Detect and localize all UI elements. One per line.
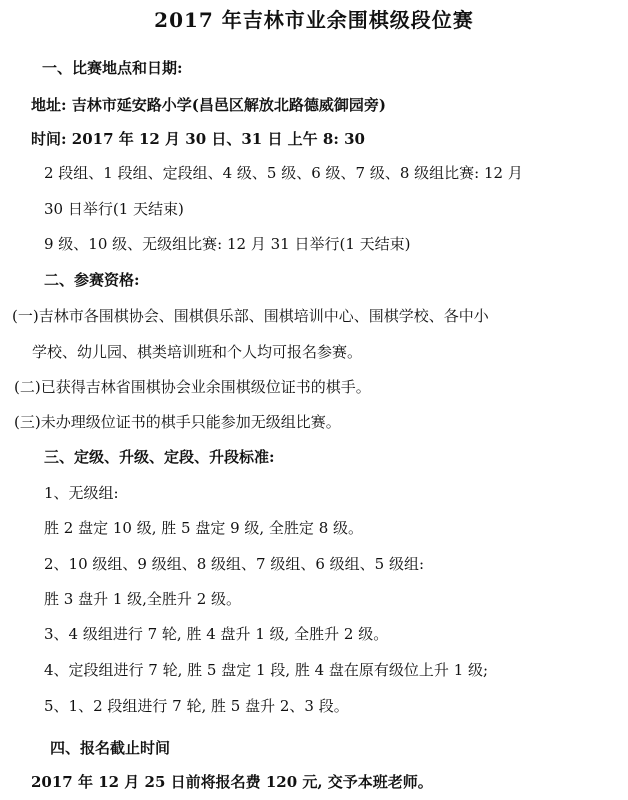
rule-2-title: 2、10 级组、9 级组、8 级组、7 级组、6 级组、5 级组: — [44, 555, 425, 573]
groups-schedule-1-line-2: 30 日举行(1 天结束) — [44, 200, 184, 218]
rule-1-detail: 胜 2 盘定 10 级, 胜 5 盘定 9 级, 全胜定 8 级。 — [44, 519, 364, 537]
section-2-heading: 二、参赛资格: — [44, 271, 140, 289]
eligibility-item-2: (二)已获得吉林省围棋协会业余围棋级位证书的棋手。 — [14, 378, 371, 396]
eligibility-item-3: (三)未办理级位证书的棋手只能参加无级组比赛。 — [14, 413, 341, 431]
rule-1-title: 1、无级组: — [44, 484, 119, 502]
rule-4: 4、定段组进行 7 轮, 胜 5 盘定 1 段, 胜 4 盘在原有级位上升 1 级; — [44, 661, 489, 679]
section-4-heading: 四、报名截止时间 — [50, 739, 171, 757]
groups-schedule-2: 9 级、10 级、无级组比赛: 12 月 31 日举行(1 天结束) — [44, 235, 411, 253]
registration-deadline: 2017 年 12 月 25 日前将报名费 120 元, 交予本班老师。 — [31, 773, 433, 791]
rule-2-detail: 胜 3 盘升 1 级,全胜升 2 级。 — [44, 590, 242, 608]
eligibility-item-1-line-1: (一)吉林市各围棋协会、围棋俱乐部、围棋培训中心、围棋学校、各中小 — [12, 307, 489, 325]
event-time: 时间: 2017 年 12 月 30 日、31 日 上午 8: 30 — [31, 130, 365, 148]
eligibility-item-1-line-2: 学校、幼儿园、棋类培训班和个人均可报名参赛。 — [32, 343, 363, 361]
section-3-heading: 三、定级、升级、定段、升段标准: — [44, 448, 275, 466]
groups-schedule-1-line-1: 2 段组、1 段组、定段组、4 级、5 级、6 级、7 级、8 级组比赛: 12 月 — [44, 164, 523, 182]
venue-address: 地址: 吉林市延安路小学(昌邑区解放北路德威御园旁) — [31, 96, 386, 114]
page-title: 2017 年吉林市业余围棋级段位赛 — [154, 8, 474, 32]
rule-3: 3、4 级组进行 7 轮, 胜 4 盘升 1 级, 全胜升 2 级。 — [44, 625, 389, 643]
section-1-heading: 一、比赛地点和日期: — [42, 59, 183, 77]
rule-5: 5、1、2 段组进行 7 轮, 胜 5 盘升 2、3 段。 — [44, 697, 349, 715]
